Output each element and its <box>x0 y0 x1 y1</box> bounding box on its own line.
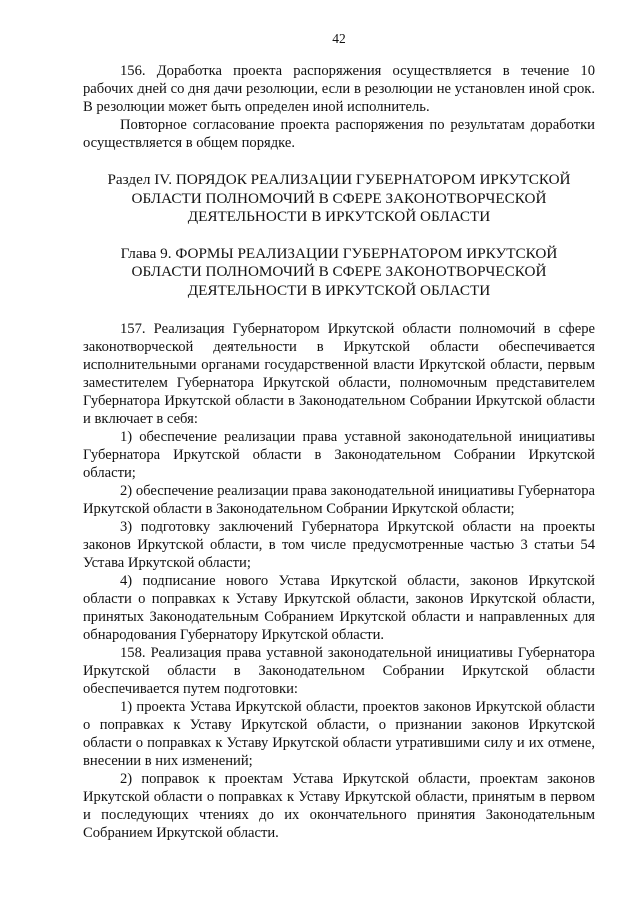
paragraph-158: 158. Реализация права уставной законодательной инициативы Губернатора Иркутской области в Законодательном Собрании Иркутской области обеспечивается путем подготовки: <box>83 645 595 697</box>
paragraph-157-item-2: 2) обеспечение реализации права законодательной инициативы Губернатора Иркутской области в Законодательном Собрании Иркутской области; <box>83 483 595 517</box>
section-heading: Раздел IV. ПОРЯДОК РЕАЛИЗАЦИИ ГУБЕРНАТОРОМ ИРКУТСКОЙ ОБЛАСТИ ПОЛНОМОЧИЙ В СФЕРЕ ЗАКОНОТВОРЧЕСКОЙ ДЕЯТЕЛЬНОСТИ В ИРКУТСКОЙ ОБЛАСТИ <box>107 171 571 225</box>
paragraph-156: 156. Доработка проекта распоряжения осуществляется в течение 10 рабочих дней со дня дачи резолюции, если в резолюции не установлен иной срок. В резолюции может быть определен иной исполнитель. <box>83 63 595 115</box>
paragraph-157-item-4: 4) подписание нового Устава Иркутской области, законов Иркутской области о поправках к Уставу Иркутской области, законов Иркутской области, принятых Законодательным Собранием Иркутской области и направленных для обнародования Губернатору Иркутской области. <box>83 573 595 643</box>
chapter-heading: Глава 9. ФОРМЫ РЕАЛИЗАЦИИ ГУБЕРНАТОРОМ ИРКУТСКОЙ ОБЛАСТИ ПОЛНОМОЧИЙ В СФЕРЕ ЗАКОНОТВОРЧЕСКОЙ ДЕЯТЕЛЬНОСТИ В ИРКУТСКОЙ ОБЛАСТИ <box>120 244 558 299</box>
paragraph-157-item-3: 3) подготовку заключений Губернатора Иркутской области на проекты законов Иркутской области, в том числе предусмотренные частью 3 статьи 54 Устава Иркутской области; <box>83 519 595 571</box>
spacer <box>83 152 595 171</box>
spacer <box>83 300 595 320</box>
page-number: 42 <box>332 31 346 46</box>
spacer <box>83 227 595 245</box>
paragraph-158-item-2: 2) поправок к проектам Устава Иркутской области, проектам законов Иркутской области о поправках к Уставу Иркутской области, принятым в первом и последующих чтениях до их окончательного принятия Законодательным Собранием Иркутской области. <box>83 771 595 841</box>
document-page <box>83 30 595 842</box>
paragraph-157-item-1: 1) обеспечение реализации права уставной законодательной инициативы Губернатора Иркутской области в Законодательном Собрании Иркутской области; <box>83 429 595 481</box>
paragraph-157: 157. Реализация Губернатором Иркутской области полномочий в сфере законотворческой деятельности в Иркутской области обеспечивается исполнительными органами государственной власти Иркутской области, первым заместителем Губернатора Иркутской области, полномочным представителем Губернатора Иркутской области в Законодательном Собрании Иркутской области и включает в себя: <box>83 321 595 427</box>
paragraph-156-repeat-approval: Повторное согласование проекта распоряжения по результатам доработки осуществляется в общем порядке. <box>83 117 595 151</box>
paragraph-158-item-1: 1) проекта Устава Иркутской области, проектов законов Иркутской области о поправках к Уставу Иркутской области, о признании законов Иркутской области о поправках к Уставу Иркутской области утратившими силу и их отмене, внесении в них изменений; <box>83 699 595 769</box>
